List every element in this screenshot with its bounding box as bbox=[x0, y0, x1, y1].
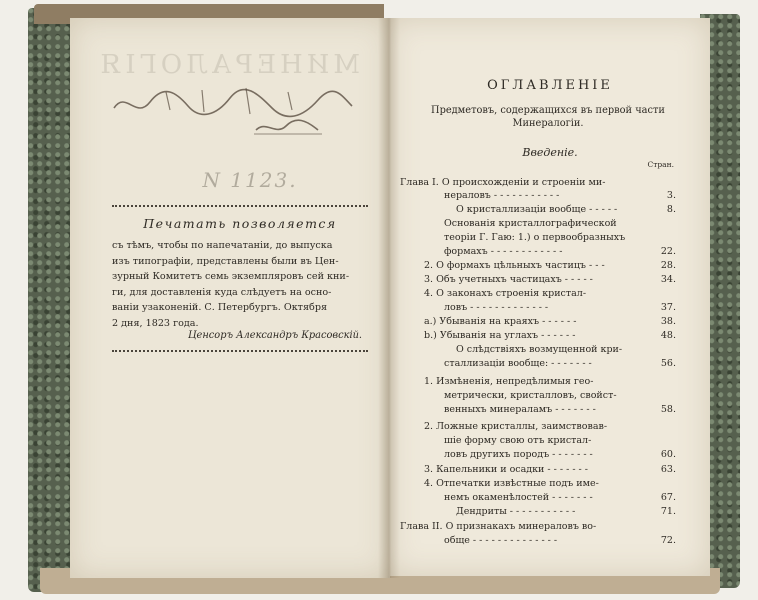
censor-signature: Ценсоръ Александръ Красовскій. bbox=[188, 330, 362, 341]
toc-entry: сталлизаціи вообще: - - - - - - - 56. bbox=[444, 358, 676, 369]
toc-entry: 3. Капельники и осадки - - - - - - - 63. bbox=[424, 464, 676, 475]
show-through-title: МИНЕРАЛОГІЯ bbox=[96, 50, 360, 80]
toc-entry: формахъ - - - - - - - - - - - - 22. bbox=[444, 246, 676, 257]
toc-entry: теоріи Г. Гаю: 1.) о первообразныхъ bbox=[444, 232, 626, 243]
toc-entry: 2. Ложные кристаллы, заимствовав- bbox=[424, 421, 608, 432]
toc-subtitle-line: Минералогіи. bbox=[512, 118, 584, 129]
toc-subtitle bbox=[398, 104, 698, 130]
toc-entry: Глава I. О происхожденіи и строеніи ми- bbox=[400, 177, 606, 188]
imprimatur-title: Печатать позволяется bbox=[143, 216, 337, 231]
toc-entry: немъ окаменѣлостей - - - - - - - 67. bbox=[444, 492, 676, 503]
toc-entry: нераловъ - - - - - - - - - - - 3. bbox=[444, 190, 676, 201]
toc-entry: О слѣдствіяхъ возмущенной кри- bbox=[456, 344, 623, 355]
handwriting-scribble-icon bbox=[106, 80, 356, 140]
faded-stamp: N 1123. bbox=[202, 168, 298, 192]
toc-entry: 4. О законахъ строенія кристал- bbox=[424, 288, 587, 299]
toc-entry: ловъ - - - - - - - - - - - - - 37. bbox=[444, 302, 676, 313]
imprimatur-line: ваніи узаконеній. С. Петербургъ. Октября bbox=[112, 302, 328, 314]
imprimatur-line: ги, для доставленія куда слѣдуетъ на осно- bbox=[112, 286, 332, 298]
toc-entry: 1. Измѣненія, непредѣлимыя гео- bbox=[424, 376, 594, 387]
imprimatur-line: зурный Комитетъ семь экземпляровъ сей кни- bbox=[112, 271, 350, 283]
decorative-rule-bottom bbox=[112, 350, 368, 356]
decorative-rule-top bbox=[112, 205, 368, 211]
toc-entry: венныхъ минераламъ - - - - - - - 58. bbox=[444, 404, 676, 415]
toc-entry: ловъ другихъ породъ - - - - - - - 60. bbox=[444, 449, 676, 460]
toc-entry: обще - - - - - - - - - - - - - - 72. bbox=[444, 535, 676, 546]
toc-entry: 3. Объ учетныхъ частицахъ - - - - - 34. bbox=[424, 274, 676, 285]
imprimatur-line: 2 дня, 1823 года. bbox=[112, 317, 199, 329]
toc-entry: Основанія кристаллографической bbox=[444, 218, 617, 229]
toc-entry: Дендриты - - - - - - - - - - - 71. bbox=[456, 506, 676, 517]
toc-entry: метрически, кристалловъ, свойст- bbox=[444, 390, 617, 401]
toc-entry: О кристаллизаціи вообще - - - - - 8. bbox=[456, 204, 676, 215]
page-column-label: Стран. bbox=[647, 160, 674, 169]
toc-entry: b.) Убыванія на углахъ - - - - - - 48. bbox=[424, 330, 676, 341]
toc-entry: Глава II. О признакахъ минераловъ во- bbox=[400, 521, 597, 532]
handwritten-inscription bbox=[106, 80, 356, 140]
toc-entry: 2. О формахъ цѣльныхъ частицъ - - - 28. bbox=[424, 260, 676, 271]
imprimatur-text bbox=[112, 238, 368, 332]
toc-title: ОГЛАВЛЕНІЕ bbox=[487, 78, 613, 93]
toc-entry: шіе форму свою отъ кристал- bbox=[444, 435, 592, 446]
toc-entry: 4. Отпечатки извѣстные подъ име- bbox=[424, 478, 599, 489]
imprimatur-line: изъ типографіи, представлены были въ Цен- bbox=[112, 255, 339, 267]
imprimatur-line: съ тѣмъ, чтобы по напечатаніи, до выпуска bbox=[112, 240, 333, 251]
toc-entry: a.) Убыванія на краяхъ - - - - - - 38. bbox=[424, 316, 676, 327]
toc-subtitle-line: Предметовъ, содержащихся въ первой части bbox=[431, 105, 665, 116]
section-title: Введеніе. bbox=[522, 146, 578, 159]
